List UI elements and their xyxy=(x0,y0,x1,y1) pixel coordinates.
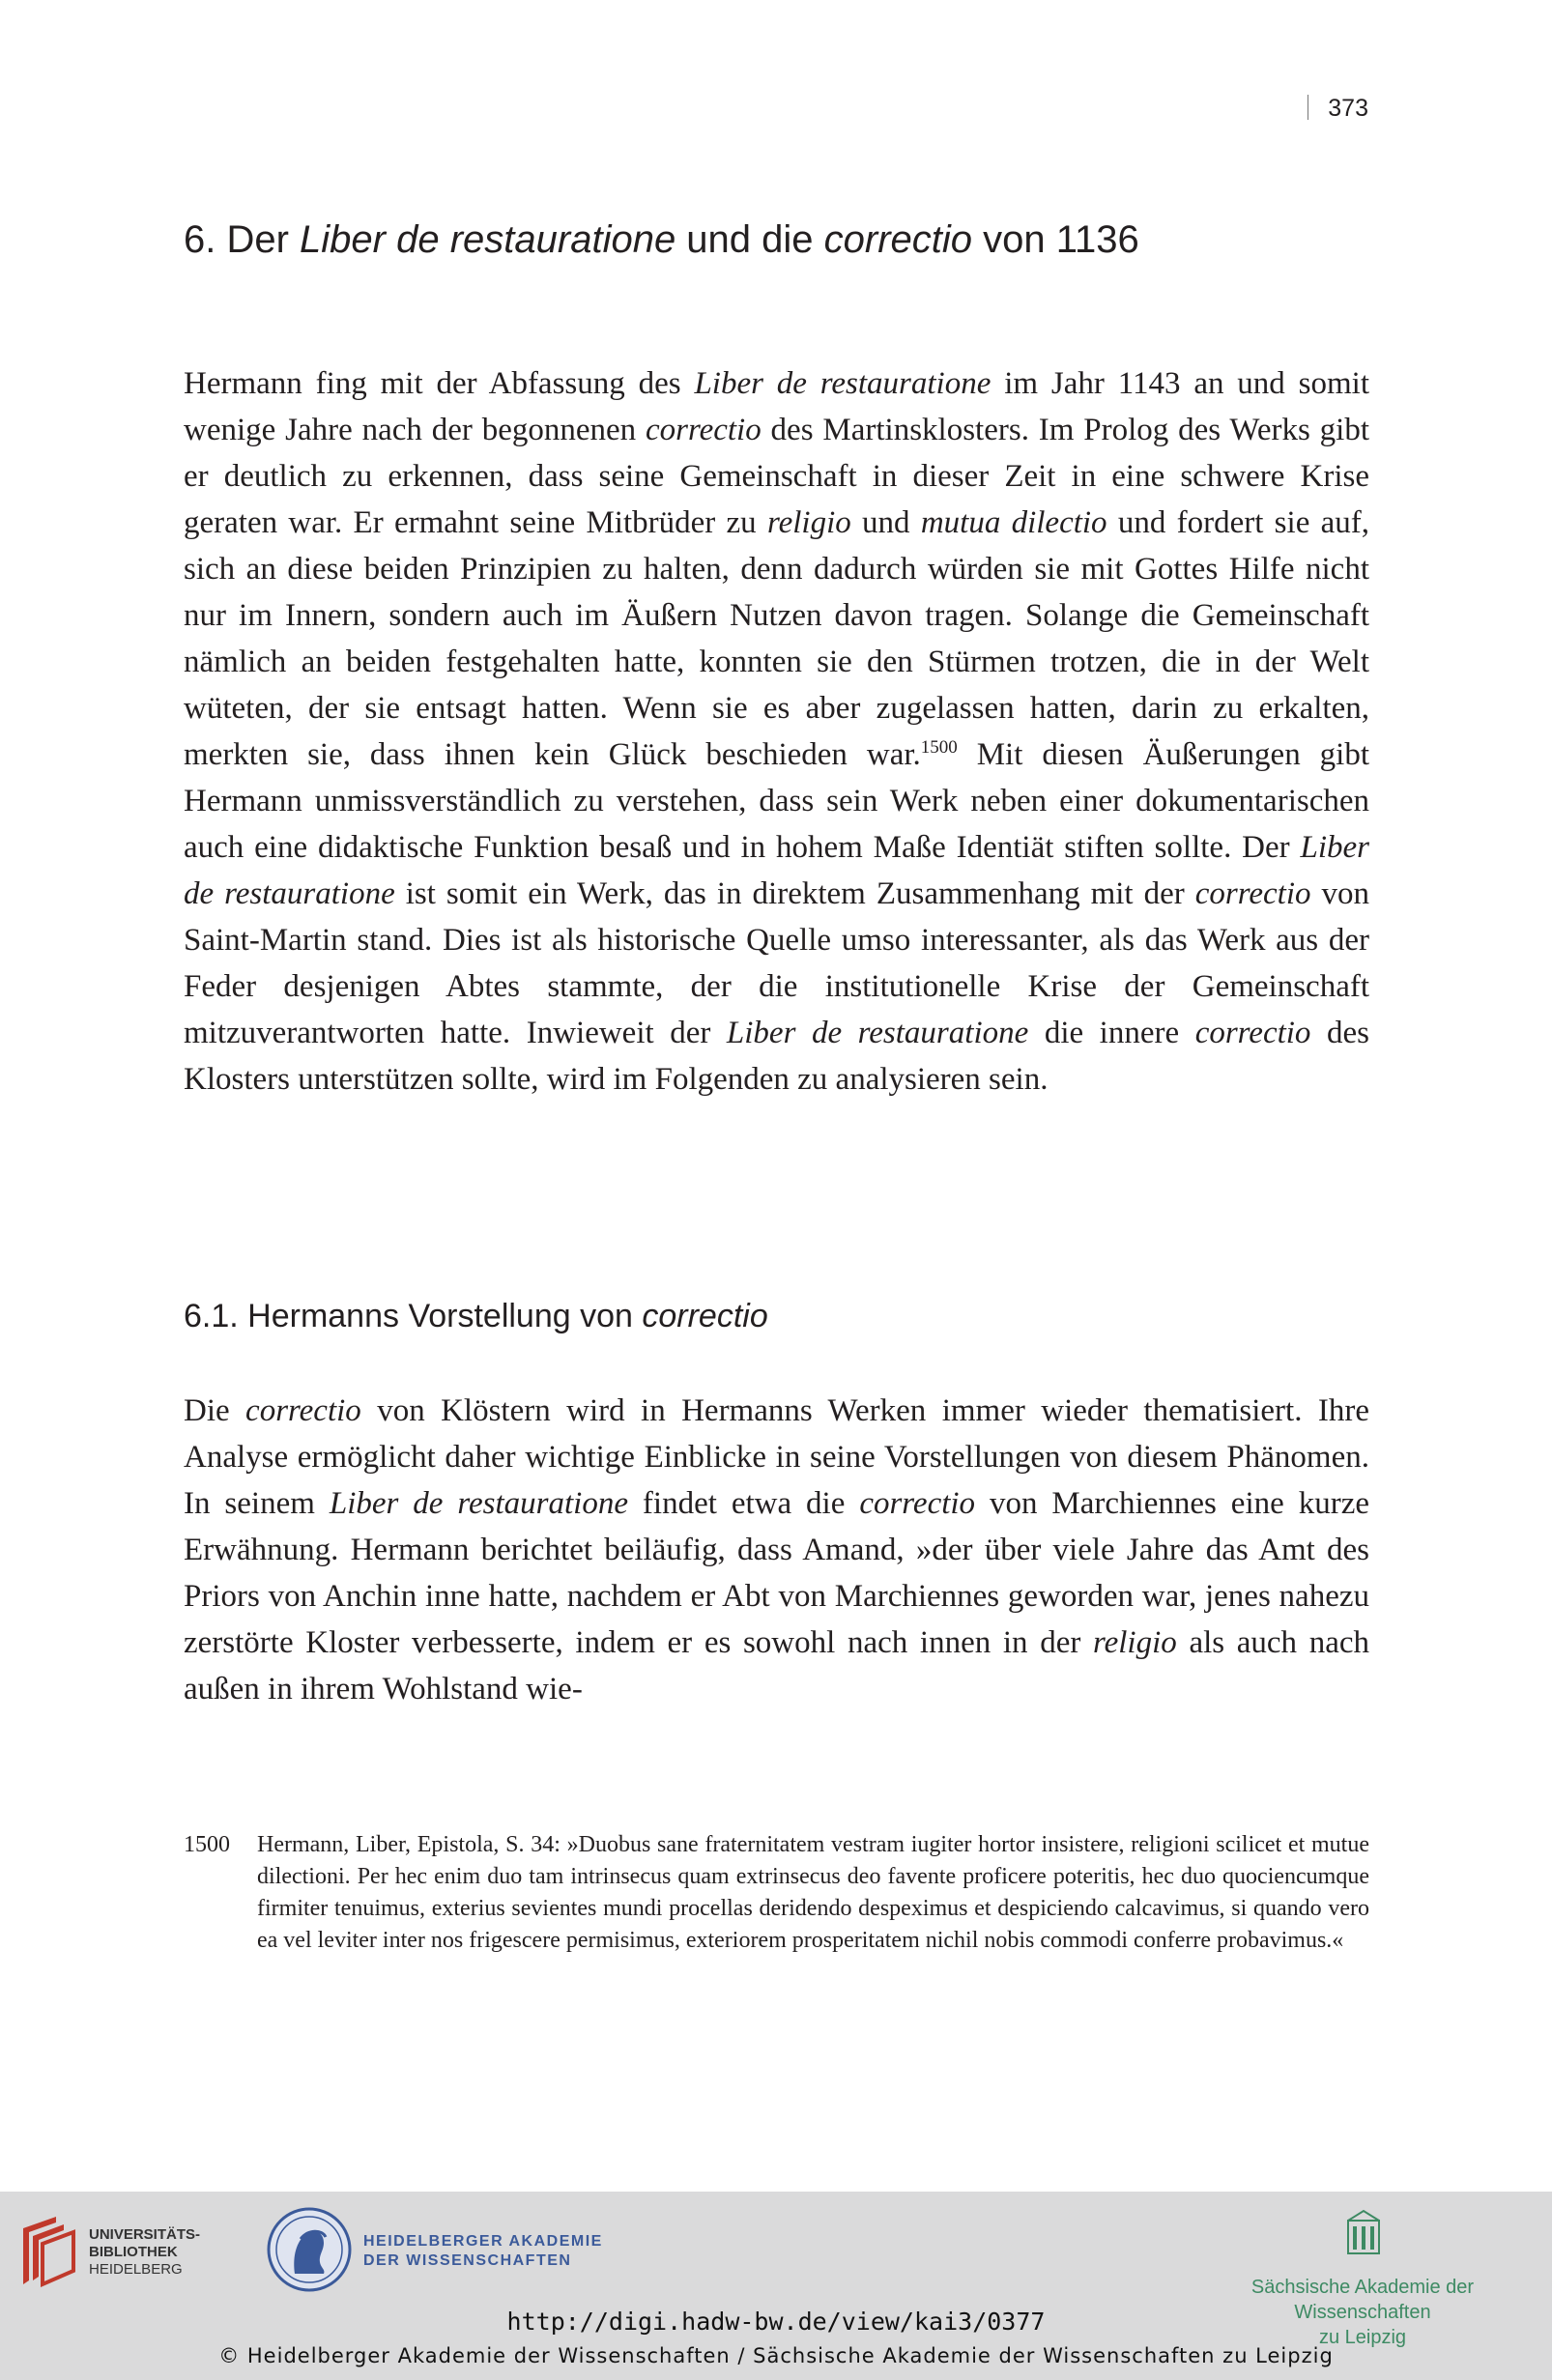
chapter-title-part: von 1136 xyxy=(972,218,1139,261)
hadw-line: HEIDELBERGER AKADEMIE xyxy=(363,2233,603,2250)
academy-seal-icon[interactable] xyxy=(266,2206,353,2293)
permalink-url[interactable]: http://digi.hadw-bw.de/view/kai3/0377 xyxy=(506,2308,1046,2336)
chapter-title-part: und die xyxy=(675,218,824,261)
saxon-academy-building-icon[interactable] xyxy=(1346,2209,1381,2255)
footnote xyxy=(184,1829,1369,1957)
section-title-part: 6.1. Hermanns Vorstellung von xyxy=(184,1298,643,1334)
ub-line: BIBLIOTHEK xyxy=(89,2244,178,2260)
footnote-number: 1500 xyxy=(184,1832,230,1857)
text-run: von Klöstern wird in Hermanns Werken immer wieder thematisiert. Ihre Analyse ermöglicht daher wichtige Einblicke in seine Vorstellungen von diesem Phänomen. In seinem xyxy=(184,1393,1369,1521)
page-header xyxy=(1308,95,1368,123)
footnote-text: Hermann, Liber, Epistola, S. 34: »Duobus sane fraternitatem vestram iugiter hortor insistere, religioni scilicet et mutue dilectioni. Per hec enim duo tam intrinsecus quam extrinsecus deo favente proficere poteritis, hec duo quociencumque firmiter tenuimus, exterius sevientes mundi procellas deridendo despeximus et despiciendo calcavimus, si quando vero ea vel leviter inter nos frigescere permisimus, exteriorem prosperitatem nichil nobis commodi conferre probavimus.« xyxy=(257,1832,1369,1953)
italic-run: correctio xyxy=(1194,876,1311,911)
italic-run: Liber de restauratione xyxy=(726,1016,1029,1050)
section-title-italic: correctio xyxy=(642,1298,768,1334)
section-title xyxy=(184,1293,768,1339)
hadw-line: DER WISSENSCHAFTEN xyxy=(363,2252,572,2269)
text-run: Hermann fing mit der Abfassung des xyxy=(184,366,695,401)
text-run: im Jahr 1143 an und somit wenige Jahre nach der begonnenen xyxy=(184,366,1369,447)
text-run: des Klosters unterstützen sollte, wird im Folgenden zu analysieren sein. xyxy=(184,1016,1369,1097)
paragraph-1 xyxy=(184,360,1369,1103)
text-run: die innere xyxy=(1028,1016,1195,1050)
italic-run: correctio xyxy=(1194,1016,1311,1050)
chapter-title-italic: Liber de restauratione xyxy=(300,218,676,261)
text-run: von Saint-Martin stand. Dies ist als historische Quelle umso interessanter, als das Werk aus der Feder desjenigen Abtes stammte, der die institutionelle Krise der Gemeinschaft mitzuverantworten hatte. Inwieweit der xyxy=(184,876,1369,1050)
ub-line: UNIVERSITÄTS- xyxy=(89,2226,201,2243)
text-run: findet etwa die xyxy=(627,1486,860,1521)
text-run: Mit diesen Äußerungen gibt Hermann unmissverständlich zu verstehen, dass sein Werk neben einer dokumentarischen auch eine didaktische Funktion besaß und in hohem Maße Identiät stiften sollte. Der xyxy=(184,737,1369,865)
saw-line: zu Leipzig xyxy=(1318,2327,1407,2348)
italic-run: correctio xyxy=(645,413,762,447)
text-run: und fordert sie auf, sich an diese beiden Prinzipien zu halten, denn dadurch würden sie mit Gottes Hilfe nicht nur im Innern, sondern auch im Äußern Nutzen davon tragen. Solange die Gemeinschaft nämlich an beiden festgehalten hatte, konnten sie den Stürmen trotzen, die in der Welt wüteten, der sie entsagt hatten. Wenn sie es aber zugelassen hatten, darin zu erkalten, merkten sie, dass ihnen kein Glück beschieden war. xyxy=(184,505,1370,772)
copyright-notice: © Heidelberger Akademie der Wissenschaften / Sächsische Akademie der Wissenschaften zu Leipzig xyxy=(218,2344,1334,2367)
chapter-title-italic: correctio xyxy=(823,218,973,261)
italic-run: religio xyxy=(1093,1625,1177,1660)
paragraph-2 xyxy=(184,1388,1369,1712)
text-run: des Martinsklosters. Im Prolog des Werks gibt er deutlich zu erkennen, dass seine Gemeinschaft in dieser Zeit in eine schwere Krise geraten war. Er ermahnt seine Mitbrüder zu xyxy=(184,413,1369,540)
saw-line: Sächsische Akademie der Wissenschaften xyxy=(1250,2277,1475,2323)
italic-run: mutua dilectio xyxy=(920,505,1107,540)
footer-band xyxy=(0,2192,1552,2380)
italic-run: correctio xyxy=(245,1393,361,1428)
text-run: von Marchiennes eine kurze Erwähnung. Hermann berichtet beiläufig, dass Amand, »der über viele Jahre das Amt des Priors von Anchin inne hatte, nachdem er Abt von Marchiennes geworden war, jenes nahezu zerstörte Kloster verbesserte, indem er es sowohl nach innen in der xyxy=(184,1486,1369,1660)
text-run: und xyxy=(850,505,921,540)
italic-run: Liber de restauratione xyxy=(329,1486,628,1521)
chapter-title-part: 6. Der xyxy=(184,218,301,261)
ub-line: HEIDELBERG xyxy=(89,2261,183,2278)
heidelberg-academy-name xyxy=(363,2232,603,2271)
university-library-logo-icon[interactable] xyxy=(17,2213,81,2292)
italic-run: correctio xyxy=(859,1486,976,1521)
italic-run: Liber de restauratione xyxy=(694,366,992,401)
text-run: Die xyxy=(184,1393,246,1428)
footnote-reference[interactable]: 1500 xyxy=(920,737,958,758)
text-run: als auch nach außen in ihrem Wohlstand wie- xyxy=(184,1625,1369,1706)
italic-run: Liber de restauratione xyxy=(184,830,1369,911)
university-library-name xyxy=(89,2226,200,2279)
page-number: 373 xyxy=(1328,95,1368,122)
chapter-title xyxy=(184,215,1139,265)
italic-run: religio xyxy=(766,505,851,540)
text-run: ist somit ein Werk, das in direktem Zusammenhang mit der xyxy=(394,876,1195,911)
